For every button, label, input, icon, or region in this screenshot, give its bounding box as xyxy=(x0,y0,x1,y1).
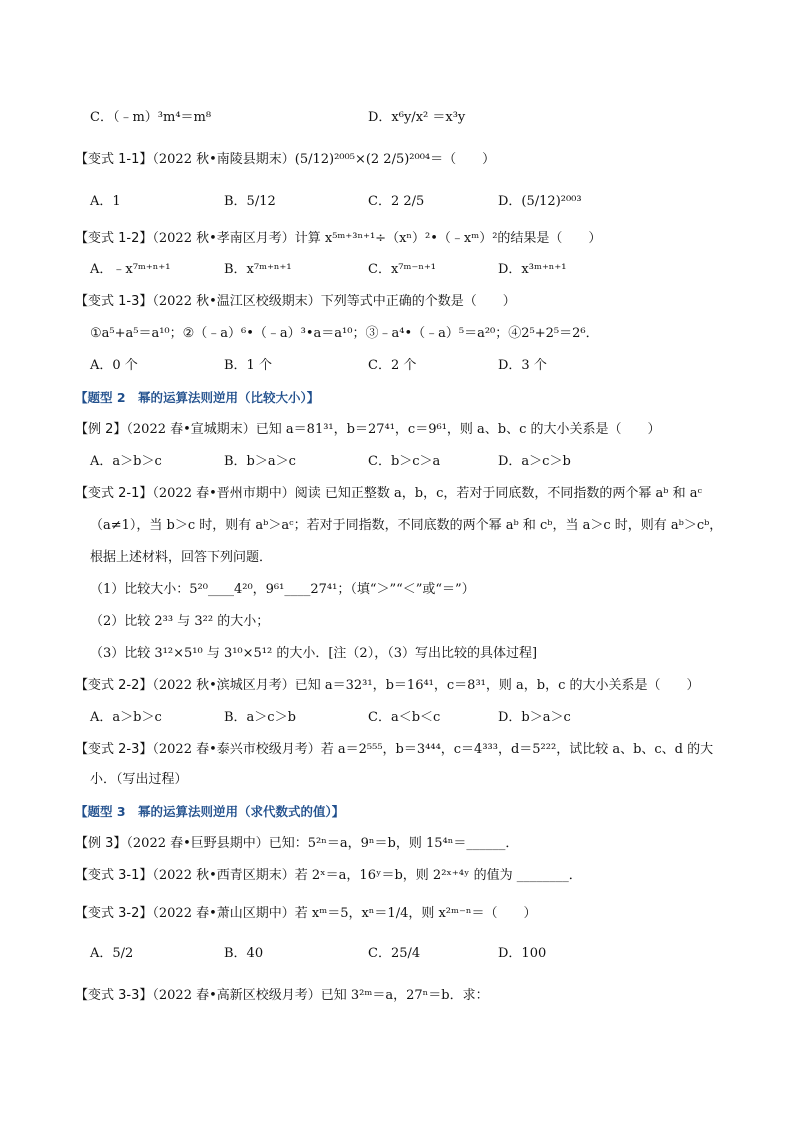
question-v1-3-statements: ①a⁵+a⁵＝a¹⁰；②（﹣a）⁶•（﹣a）³•a＝a¹⁰；③﹣a⁴•（﹣a）⁵＝a²⁰；④2⁵+2⁵＝2⁶． xyxy=(90,326,599,341)
question-example-2: 【例 2】（2022 春•宣城期末）已知 a＝81³¹，b＝27⁴¹，c＝9⁶¹，则 a、b、c 的大小关系是（ ） xyxy=(75,422,661,437)
option-d-e2: D．a＞c＞b xyxy=(498,454,571,469)
option-a-v1-2: A．﹣x⁷ᵐ⁺ⁿ⁺¹ xyxy=(90,262,171,277)
option-a-e2: A．a＞b＞c xyxy=(90,454,162,469)
option-c-v1-2: C．x⁷ᵐ⁻ⁿ⁺¹ xyxy=(368,262,437,277)
question-v1-2: 【变式 1-2】（2022 秋•孝南区月考）计算 x⁵ᵐ⁺³ⁿ⁺¹÷（xⁿ）²•（﹣xᵐ）²的结果是（ ） xyxy=(75,231,602,246)
option-d-v2-2: D．b＞a＞c xyxy=(498,710,571,725)
option-c-v3-2: C．25/4 xyxy=(368,946,421,961)
option-c-v1-1: C．2 2/5 xyxy=(368,194,425,209)
option-a-v1-1: A．1 xyxy=(90,194,121,209)
question-v3-2: 【变式 3-2】（2022 春•萧山区期中）若 xᵐ＝5，xⁿ＝1/4，则 x²ᵐ⁻ⁿ＝（ ） xyxy=(75,906,537,921)
question-v2-2: 【变式 2-2】（2022 秋•滨城区月考）已知 a＝32³¹，b＝16⁴¹，c＝8³¹，则 a，b，c 的大小关系是（ ） xyxy=(75,678,700,693)
option-a-v3-2: A．5/2 xyxy=(90,946,134,961)
question-example-3: 【例 3】（2022 春•巨野县期中）已知：5²ⁿ＝a，9ⁿ＝b，则 15⁴ⁿ＝______． xyxy=(75,836,519,851)
question-v2-1-line2: （a≠1），当 b＞c 时，则有 aᵇ＞aᶜ；若对于同指数，不同底数的两个幂 aᵇ 和 cᵇ，当 a＞c 时，则有 aᵇ＞cᵇ， xyxy=(90,518,723,533)
question-v1-1: 【变式 1-1】（2022 秋•南陵县期末）(5/12)²⁰⁰⁵×(2 2/5)²⁰⁰⁴＝（ ） xyxy=(75,152,496,167)
option-b-v2-2: B．a＞c＞b xyxy=(224,710,296,725)
option-a-v1-3: A．0 个 xyxy=(90,358,138,373)
option-b-v3-2: B．40 xyxy=(224,946,264,961)
option-c-v1-3: C．2 个 xyxy=(368,358,417,373)
option-a-v2-2: A．a＞b＞c xyxy=(90,710,162,725)
question-v2-1-part1: （1）比较大小：5²⁰____4²⁰，9⁶¹____27⁴¹；（填“＞”“＜”或“＝”） xyxy=(90,582,475,597)
question-v2-1-part3: （3）比较 3¹²×5¹⁰ 与 3¹⁰×5¹² 的大小．[注（2），（3）写出比较的具体过程] xyxy=(90,646,538,661)
option-d-v1-3: D．3 个 xyxy=(498,358,547,373)
question-v2-3-line2: 小．（写出过程） xyxy=(90,772,188,787)
option-b-e2: B．b＞a＞c xyxy=(224,454,296,469)
question-v2-1-part2: （2）比较 2³³ 与 3²² 的大小； xyxy=(90,614,270,629)
question-v3-1: 【变式 3-1】（2022 秋•西青区期末）若 2ˣ＝a，16ʸ＝b，则 2²ˣ⁺⁴ʸ 的值为 ________． xyxy=(75,868,582,883)
option-b-v1-3: B．1 个 xyxy=(224,358,272,373)
question-v2-1: 【变式 2-1】（2022 春•晋州市期中）阅读 已知正整数 a，b，c，若对于同底数，不同指数的两个幂 aᵇ 和 aᶜ xyxy=(75,486,702,501)
option-d-r1: D．x⁶y/x² ＝x³y xyxy=(368,110,466,125)
option-d-v3-2: D．100 xyxy=(498,946,547,961)
option-d-v1-1: D．(5/12)²⁰⁰³ xyxy=(498,194,582,209)
section-heading-3: 【题型 3 幂的运算法则逆用（求代数式的值）】 xyxy=(75,804,345,819)
option-d-v1-2: D．x³ᵐ⁺ⁿ⁺¹ xyxy=(498,262,567,277)
question-v1-3: 【变式 1-3】（2022 秋•温江区校级期末）下列等式中正确的个数是（ ） xyxy=(75,294,516,309)
option-c-r1: C．（﹣m）³m⁴＝m⁸ xyxy=(90,110,212,125)
option-b-v1-2: B．x⁷ᵐ⁺ⁿ⁺¹ xyxy=(224,262,292,277)
option-b-v1-1: B．5/12 xyxy=(224,194,276,209)
question-v3-3: 【变式 3-3】（2022 春•高新区校级月考）已知 3²ᵐ＝a，27ⁿ＝b．求： xyxy=(75,988,489,1003)
option-c-v2-2: C．a＜b＜c xyxy=(368,710,441,725)
question-v2-1-line3: 根据上述材料，回答下列问题． xyxy=(90,550,273,565)
option-c-e2: C．b＞c＞a xyxy=(368,454,441,469)
section-heading-2: 【题型 2 幂的运算法则逆用（比较大小）】 xyxy=(75,390,320,405)
question-v2-3: 【变式 2-3】（2022 春•泰兴市校级月考）若 a＝2⁵⁵⁵，b＝3⁴⁴⁴，c＝4³³³，d＝5²²²，试比较 a、b、c、d 的大 xyxy=(75,742,714,757)
